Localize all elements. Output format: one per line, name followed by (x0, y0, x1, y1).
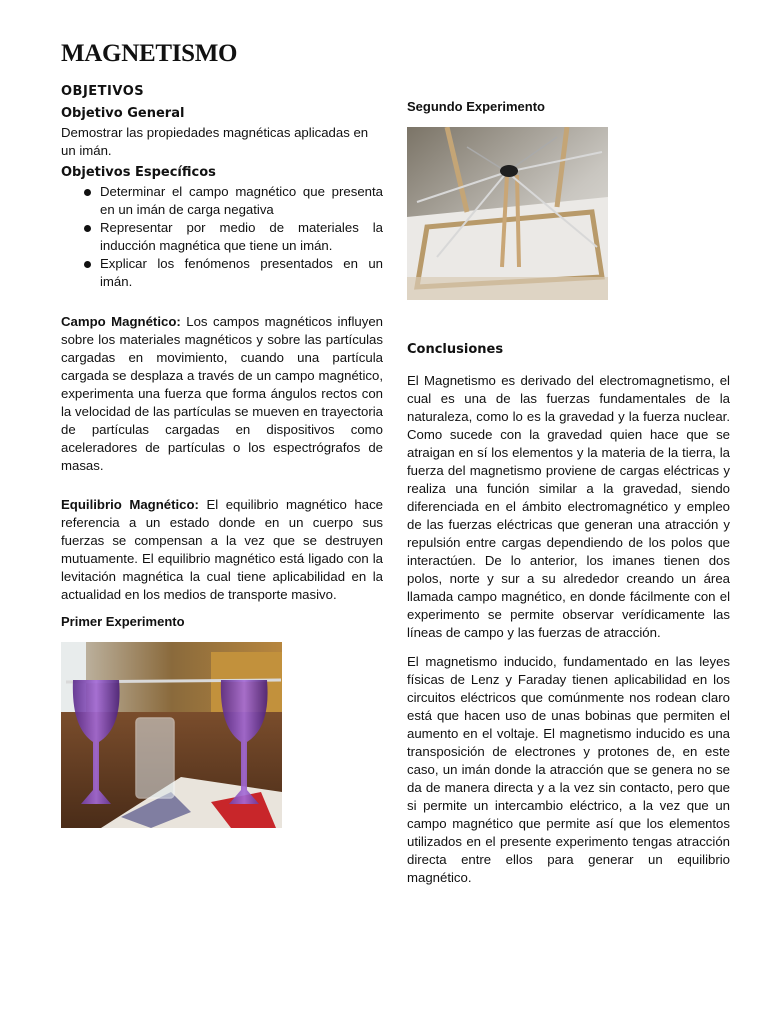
segundo-experimento-photo (407, 127, 608, 300)
conclusiones-paragraph-2: El magnetismo inducido, fundamentado en las leyes físicas de Lenz y Faraday tienen aplicabilidad en los circuitos eléctricos que comúnmente nos rodean claro está que hacen uso de unas bobinas que permiten el aumento en el voltaje. El magnetismo inducido es una transposición de electrones y protones de, en este caso, un imán donde la atracción que se genera no se da de manera directa y a la vez sin contacto, pero que si permite un intercambio eléctrico, a la vez que un campo magnético que permite así que los elementos utilizados en el presente experimento tengas atracción directa entre ellos para generar un equilibrio magnético. (407, 654, 730, 885)
campo-magnetico-label: Campo Magnético: (61, 314, 181, 329)
objetivos-heading: OBJETIVOS (61, 84, 145, 99)
objetivos-especificos-list (61, 183, 383, 291)
list-item: Determinar el campo magnético que presenta en un imán de carga negativa (61, 183, 383, 219)
campo-magnetico-text: Los campos magnéticos influyen sobre los materiales magnéticos y sobre las partículas cargadas en movimiento, cuando una partícula cargada se desplaza a través de un campo magnético, experimenta una fuerza que forma ángulos rectos con la velocidad de las partículas se mueven en trayectoria de partículas cargadas en dispositivos como aceleradores de partículas o los espectrógrafos de masas. (61, 314, 383, 473)
conclusiones-paragraph-1: El Magnetismo es derivado del electromagnetismo, el cual es una de las fuerzas fundamentales de la naturaleza, como lo es la gravedad y la fuerza nuclear. Como sucede con la gravedad quien hace que se atraigan en sí los elementos y la materia de la tierra, la fuerza del magnetismo proviene de cargas eléctricas y realiza una función similar a la gravedad, siendo diferenciada en el ámbito electromagnético y empleo de las fuerzas eléctricas que generan una atracción y repulsión entre cargas dependiendo de los polos que interactúen. De lo anterior, los imanes tienen dos polos, norte y sur a su alrededor creando un área llamada campo magnético, en donde fácilmente con el experimento se permite observar verídicamente las líneas de campo y las fuerzas de atracción. (407, 373, 730, 640)
primer-experimento-photo (61, 642, 282, 828)
wine-glasses-photo-icon (61, 642, 282, 828)
equilibrio-magnetico-label: Equilibrio Magnético: (61, 497, 199, 512)
list-item: Explicar los fenómenos presentados en un imán. (61, 255, 383, 291)
objetivo-general-text: Demostrar las propiedades magnéticas aplicadas en un imán. (61, 125, 369, 158)
equilibrio-magnetico-text: El equilibrio magnético hace referencia a un estado donde en un cuerpo sus fuerzas se compensan a la vez que se destruyen mutuamente. El equilibrio magnético está ligado con la levitación magnética la cual tiene aplicabilidad en la actualidad en los medios de transporte masivo. (61, 497, 383, 602)
conclusiones-heading: Conclusiones (407, 342, 504, 357)
page-title: MAGNETISMO (61, 40, 238, 67)
objetivo-general-heading: Objetivo General (61, 106, 185, 121)
objetivos-especificos-heading: Objetivos Específicos (61, 165, 216, 180)
objetivos-especificos-section (61, 165, 383, 291)
campo-magnetico-paragraph (61, 313, 383, 475)
equilibrio-magnetico-paragraph (61, 496, 383, 604)
list-item: Representar por medio de materiales la inducción magnética que tiene un imán. (61, 219, 383, 255)
magnet-structure-photo-icon (407, 127, 608, 300)
primer-experimento-caption: Primer Experimento (61, 614, 185, 629)
segundo-experimento-caption: Segundo Experimento (407, 99, 545, 114)
objetivo-general-section (61, 106, 383, 160)
